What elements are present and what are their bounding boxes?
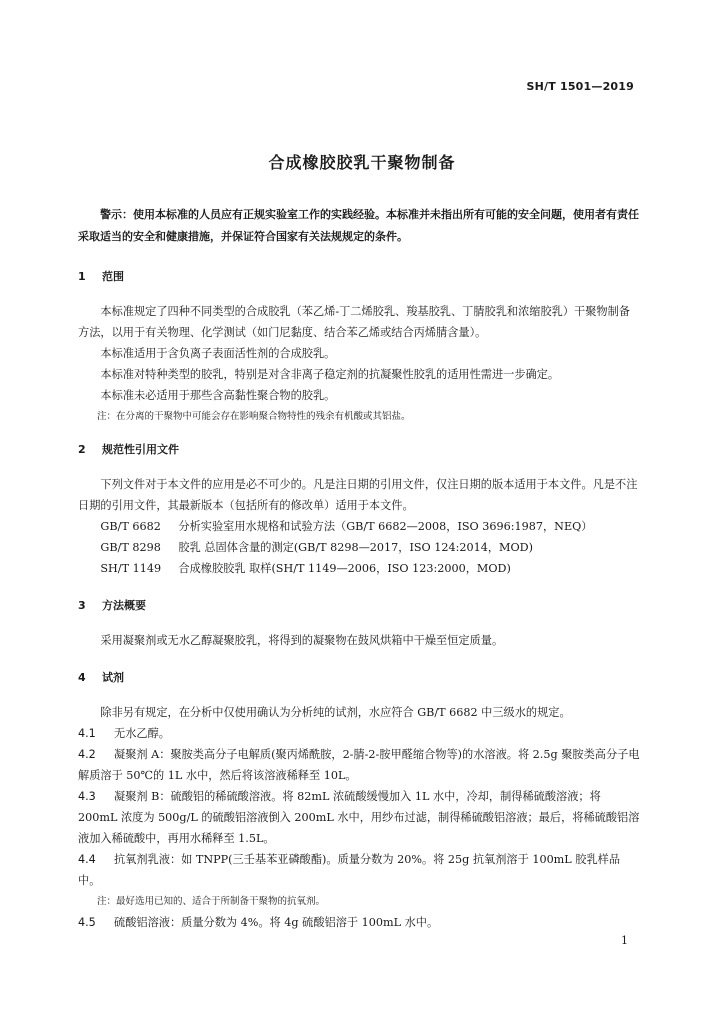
clause-text: 无水乙醇。 xyxy=(114,727,170,740)
scope-note: 注：在分离的干聚物中可能会存在影响聚合物特性的残余有机酸或其铝盐。 xyxy=(97,411,411,422)
reference-item xyxy=(78,558,640,579)
clause-text: 凝聚剂 A：聚胺类高分子电解质(聚丙烯酰胺，2-腈-2-胺甲醛缩合物等)的水溶液。将 2.5g 聚胺类高分子电解质溶于 50℃的 1L 水中，然后将该溶液稀释至 10L。 xyxy=(78,748,640,782)
reference-code: GB/T 8298 xyxy=(100,541,161,554)
section-2-heading xyxy=(78,439,640,460)
reagents-intro: 除非另有规定，在分析中仅使用确认为分析纯的试剂，水应符合 GB/T 6682 中三级水的规定。 xyxy=(100,706,571,719)
page-number: 1 xyxy=(621,934,628,947)
clause-number: 4.5 xyxy=(78,916,96,929)
standard-code: SH/T 1501—2019 xyxy=(526,80,634,93)
reference-text: 分析实验室用水规格和试验方法（GB/T 6682—2008，ISO 3696:1987，NEQ） xyxy=(178,520,593,533)
scope-paragraph: 本标准适用于含负离子表面活性剂的合成胶乳。 xyxy=(100,347,336,360)
clause-number: 4.1 xyxy=(78,727,96,740)
scope-paragraph: 本标准规定了四种不同类型的合成胶乳（苯乙烯-丁二烯胶乳、羧基胶乳、丁腈胶乳和浓缩胶乳）干聚物制备方法，以用于有关物理、化学测试（如门尼黏度、结合苯乙烯或结合丙烯腈含量）。 xyxy=(78,305,630,339)
reference-text: 胶乳 总固体含量的测定(GB/T 8298—2017，ISO 124:2014，MOD) xyxy=(178,541,534,554)
document-body xyxy=(78,204,640,933)
reference-item xyxy=(78,537,640,558)
section-4-heading xyxy=(78,667,640,688)
section-title: 规范性引用文件 xyxy=(102,443,179,456)
scope-paragraph: 本标准对特种类型的胶乳，特别是对含非离子稳定剂的抗凝聚性胶乳的适用性需进一步确定。 xyxy=(100,368,560,381)
reference-code: GB/T 6682 xyxy=(100,520,161,533)
clause-item xyxy=(78,786,640,849)
clause-item xyxy=(78,849,640,891)
section-number: 1 xyxy=(78,270,86,283)
clause-text: 硫酸铝溶液：质量分数为 4%。将 4g 硫酸铝溶于 100mL 水中。 xyxy=(114,916,439,929)
scope-paragraph: 本标准未必适用于那些含高黏性聚合物的胶乳。 xyxy=(100,389,336,402)
clause-number: 4.4 xyxy=(78,853,96,866)
section-number: 3 xyxy=(78,599,86,612)
clause-item xyxy=(78,912,640,933)
section-title: 范围 xyxy=(102,270,124,283)
reference-text: 合成橡胶胶乳 取样(SH/T 1149—2006，ISO 123:2000，MOD) xyxy=(178,562,511,575)
reference-item xyxy=(78,516,640,537)
clause-item xyxy=(78,723,640,744)
section-title: 试剂 xyxy=(102,671,124,684)
section-number: 4 xyxy=(78,671,86,684)
section-number: 2 xyxy=(78,443,86,456)
section-1-heading xyxy=(78,266,640,287)
section-title: 方法概要 xyxy=(102,599,146,612)
clause-text: 抗氧剂乳液：如 TNPP(三壬基苯亚磷酸酯)。质量分数为 20%。将 25g 抗氧剂溶于 100mL 胶乳样品中。 xyxy=(78,853,621,887)
reagent-note: 注：最好选用已知的、适合于所制备干聚物的抗氧剂。 xyxy=(97,896,326,907)
clause-text: 凝聚剂 B：硫酸铝的稀硫酸溶液。将 82mL 浓硫酸缓慢加入 1L 水中，冷却，制得稀硫酸溶液；将 200mL 浓度为 500g/L 的硫酸铝溶液倒入 200mL 水中，用纱布过滤，制得稀硫酸铝溶液；最后，将稀硫酸铝溶液加入稀硫酸中，再用水稀释至 1.5L。 xyxy=(78,790,640,845)
clause-item xyxy=(78,744,640,786)
references-intro: 下列文件对于本文件的应用是必不可少的。凡是注日期的引用文件，仅注日期的版本适用于本文件。凡是不注日期的引用文件，其最新版本（包括所有的修改单）适用于本文件。 xyxy=(78,478,638,512)
method-summary: 采用凝聚剂或无水乙醇凝聚胶乳，将得到的凝聚物在鼓风烘箱中干燥至恒定质量。 xyxy=(100,634,504,647)
reference-code: SH/T 1149 xyxy=(100,562,162,575)
document-title: 合成橡胶胶乳干聚物制备 xyxy=(268,153,456,172)
clause-number: 4.3 xyxy=(78,790,96,803)
clause-number: 4.2 xyxy=(78,748,96,761)
safety-warning: 警示：使用本标准的人员应有正规实验室工作的实践经验。本标准并未指出所有可能的安全问题，使用者有责任采取适当的安全和健康措施，并保证符合国家有关法规规定的条件。 xyxy=(78,208,639,243)
section-3-heading xyxy=(78,595,640,616)
